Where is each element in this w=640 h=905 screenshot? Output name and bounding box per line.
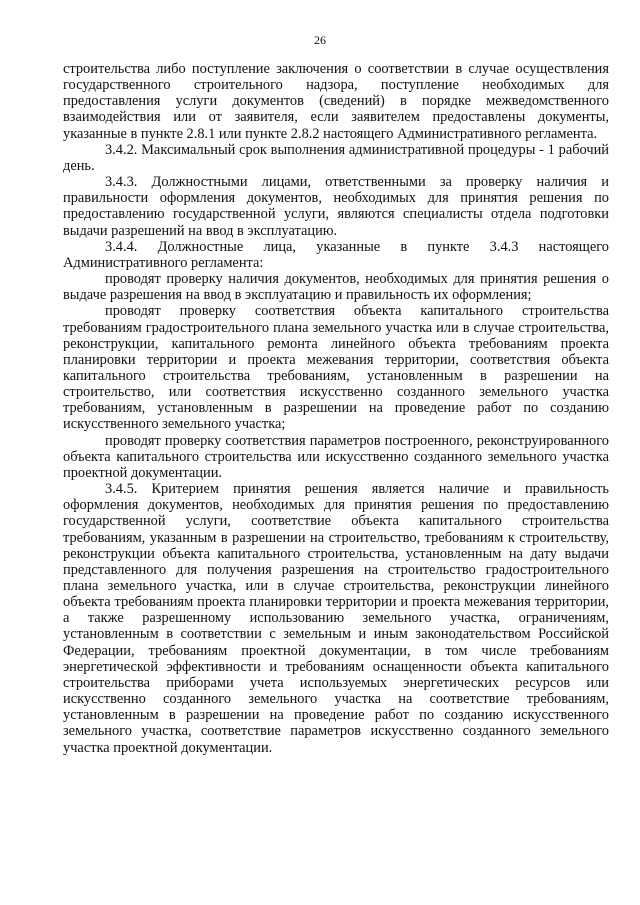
paragraph-3-4-5: 3.4.5. Критерием принятия решения является наличие и правильность оформления документов, необходимых для принятия решения по предоставлению государственной услуги, соответствие объекта капитального строительства требованиям, указанным в разрешении на строительство, требованиям к строительству, реконструкции объекта капитального строительства, установленным на дату выдачи представленного для получения разрешения на строительство градостроительного плана земельного участка, или в случае строительства, реконструкции линейного объекта требованиям проекта планировки территории и проекта межевания территории, а также разрешенному использованию земельного участка, ограничениям, установленным в соответствии с земельным и иным законодательством Российской Федерации, требованиям проектной документации, в том числе требованиям энергетической эффективности и требованиям оснащенности объекта капитального строительства приборами учета используемых энергетических ресурсов или искусственно созданного земельного участка на соответствие требованиям, установленным в разрешении на проведение работ по созданию искусственного земельного участка, соответствие параметров искусственно созданного земельного участка проектной документации. <box>63 481 609 756</box>
paragraph-continuation: строительства либо поступление заключения о соответствии в случае осуществления государственного строительного надзора, поступление необходимых для предоставления услуги документов (сведений) в порядке межведомственного взаимодействия или от заявителя, если заявителем предоставлены документы, указанные в пункте 2.8.1 или пункте 2.8.2 настоящего Административного регламента. <box>63 61 609 142</box>
paragraph-3-4-2: 3.4.2. Максимальный срок выполнения административной процедуры - 1 рабочий день. <box>63 141 609 174</box>
document-body <box>63 61 609 756</box>
paragraph-item-compliance-check: проводят проверку соответствия объекта капитального строительства требованиям градостроительного плана земельного участка или в случае строительства, реконструкции, капитального ремонта линейного объекта требованиям проекта планировки территории и проекта межевания территории, соответствия объекта капитального строительства требованиям, установленным в разрешении на строительство, или соответствия искусственно созданного земельного участка требованиям, установленным в разрешении на проведение работ по созданию искусственного земельного участка; <box>63 303 609 433</box>
paragraph-item-parameters-check: проводят проверку соответствия параметров построенного, реконструированного объекта капитального строительства или искусственно созданного земельного участка проектной документации. <box>63 432 609 481</box>
paragraph-3-4-3: 3.4.3. Должностными лицами, ответственными за проверку наличия и правильности оформления документов, необходимых для принятия решения по предоставлению государственной услуги, являются специалисты отдела подготовки выдачи разрешений на ввод в эксплуатацию. <box>63 174 609 239</box>
paragraph-3-4-4: 3.4.4. Должностные лица, указанные в пункте 3.4.3 настоящего Административного регламента: <box>63 238 609 271</box>
page-number: 26 <box>314 33 326 47</box>
paragraph-item-document-check: проводят проверку наличия документов, необходимых для принятия решения о выдаче разрешения на ввод в эксплуатацию и правильность их оформления; <box>63 271 609 304</box>
